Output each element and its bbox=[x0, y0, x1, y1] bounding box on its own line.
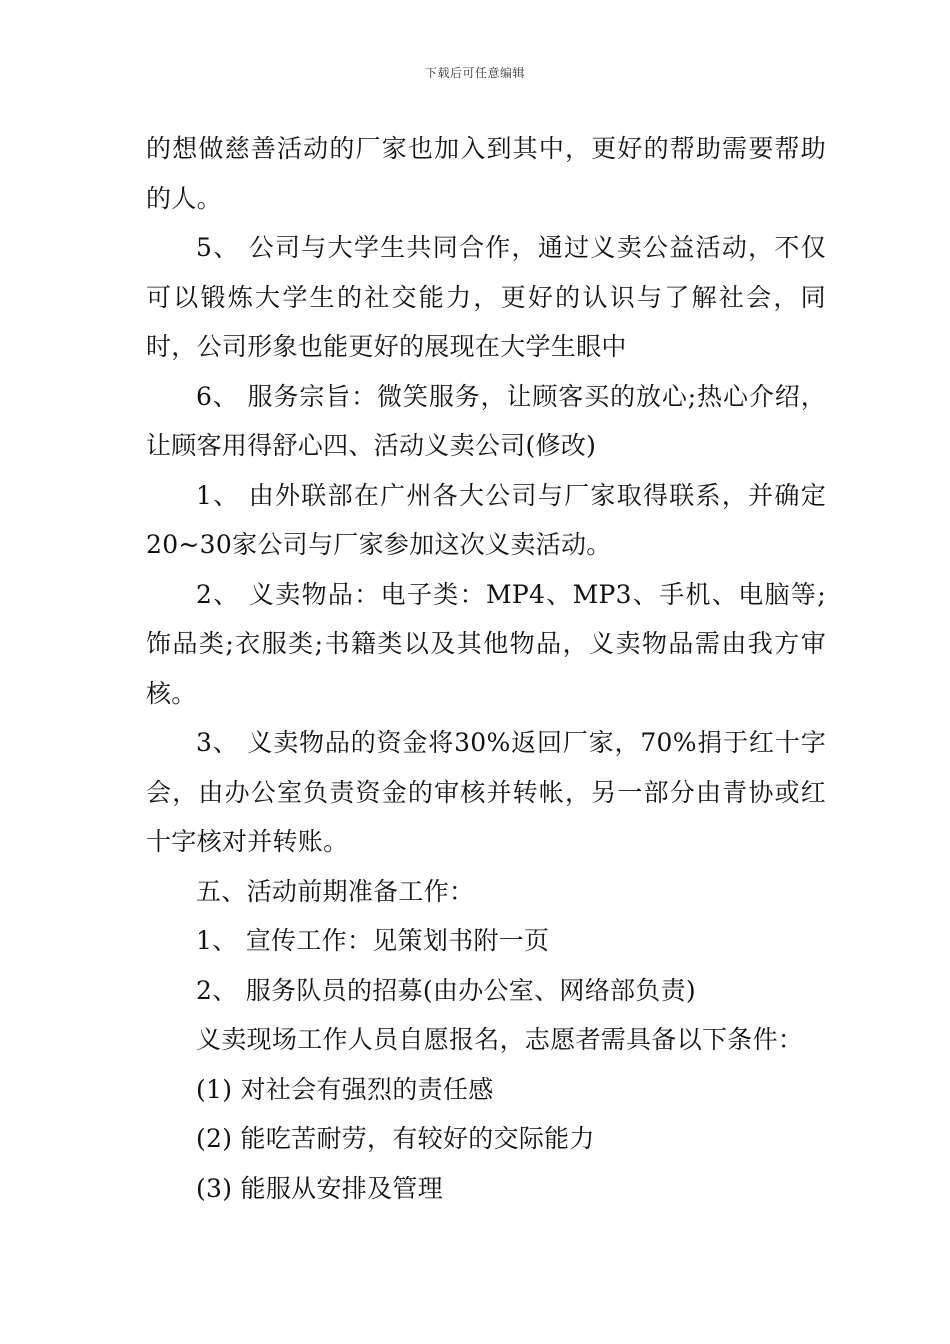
paragraph-item-6: 6、 服务宗旨：微笑服务，让顾客买的放心;热心介绍，让顾客用得舒心四、活动义卖公司(修改) bbox=[146, 381, 826, 460]
document-body bbox=[146, 124, 826, 1213]
page-header: 下载后可任意编辑 bbox=[424, 66, 525, 80]
paragraph-item-2-goods: 2、 义卖物品：电子类：MP4、MP3、手机、电脑等;饰品类;衣服类;书籍类以及其他物品，义卖物品需由我方审核。 bbox=[146, 579, 826, 708]
paragraph-volunteer-requirements: 义卖现场工作人员自愿报名，志愿者需具备以下条件： bbox=[196, 1025, 804, 1054]
requirement-item-3: (3) 能服从安排及管理 bbox=[196, 1173, 443, 1203]
paragraph-item-3-funds: 3、 义卖物品的资金将30%返回厂家，70%捐于红十字会，由办公室负责资金的审核并转帐，另一部分由青协或红十字核对并转账。 bbox=[146, 728, 826, 856]
requirement-item-2: (2) 能吃苦耐劳，有较好的交际能力 bbox=[196, 1124, 595, 1153]
requirement-item-1: (1) 对社会有强烈的责任感 bbox=[196, 1074, 494, 1104]
paragraph-item-5: 5、 公司与大学生共同合作，通过义卖公益活动，不仅可以锻炼大学生的社交能力，更好的认识与了解社会，同时，公司形象也能更好的展现在大学生眼中 bbox=[146, 233, 826, 361]
paragraph-item-2-recruitment: 2、 服务队员的招募(由办公室、网络部负责) bbox=[196, 975, 696, 1005]
paragraph-continuation: 的想做慈善活动的厂家也加入到其中，更好的帮助需要帮助的人。 bbox=[146, 134, 826, 213]
paragraph-item-1-publicity: 1、 宣传工作：见策划书附一页 bbox=[196, 926, 550, 955]
paragraph-item-1-contact: 1、 由外联部在广州各大公司与厂家取得联系，并确定20~30家公司与厂家参加这次义卖活动。 bbox=[146, 480, 826, 559]
section-heading-preparation: 五、活动前期准备工作： bbox=[196, 876, 475, 906]
